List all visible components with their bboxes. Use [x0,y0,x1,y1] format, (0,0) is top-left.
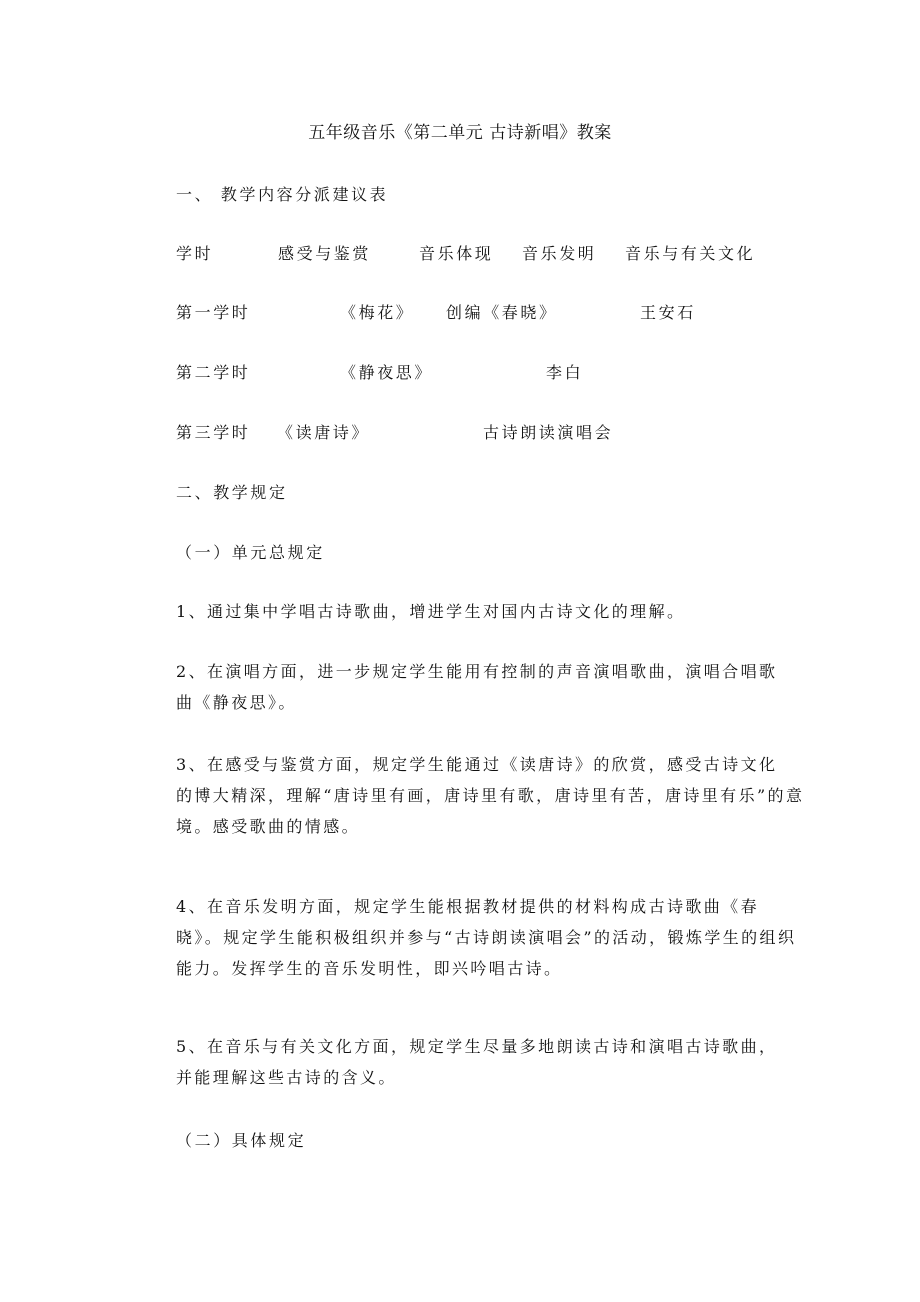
document-title: 五年级音乐《第二单元 古诗新唱》教案 [308,123,612,143]
requirement-item [176,656,781,718]
paragraph-line: 曲《静夜思》。 [176,693,297,712]
paragraph-line: 1、通过集中学唱古诗歌曲，增进学生对国内古诗文化的理解。 [176,602,686,621]
row-period: 第二学时 [176,363,251,382]
header-performance: 音乐体现 [419,244,494,263]
row-culture: 王安石 [640,303,696,322]
row-period: 第一学时 [176,303,251,322]
paragraph-line: 3、在感受与鉴赏方面，规定学生能通过《读唐诗》的欣赏，感受古诗文化 [176,755,778,774]
paragraph-line: 境。感受歌曲的情感。 [176,817,361,836]
row-appreciation: 《梅花》 [340,303,415,322]
paragraph-line: 5、在音乐与有关文化方面，规定学生尽量多地朗读古诗和演唱古诗歌曲， [176,1037,778,1056]
requirement-item [176,596,781,627]
header-appreciation: 感受与鉴赏 [278,244,372,263]
row-appreciation: 《静夜思》 [340,363,434,382]
subheading-unit-requirements: （一）单元总规定 [176,543,325,562]
row-period: 第三学时 [176,423,251,442]
row-creation: 创编《春晓》 [446,303,558,322]
header-creation: 音乐发明 [522,244,597,263]
requirement-item [176,891,797,984]
requirement-item [176,749,805,842]
section-heading-requirements: 二、教学规定 [176,483,288,502]
paragraph-line: 晓》。规定学生能积极组织并参与“古诗朗读演唱会”的活动，锻炼学生的组织 [176,928,797,947]
subheading-specific-requirements: （二）具体规定 [176,1131,307,1150]
section-heading-allocation: 一、 教学内容分派建议表 [176,185,389,204]
header-culture: 音乐与有关文化 [625,244,756,263]
requirement-item [176,1031,781,1093]
paragraph-line: 能力。发挥学生的音乐发明性，即兴吟唱古诗。 [176,959,563,978]
paragraph-line: 4、在音乐发明方面，规定学生能根据教材提供的材料构成古诗歌曲《春 [176,897,759,916]
paragraph-line: 并能理解这些古诗的含义。 [176,1068,397,1087]
row-appreciation: 《读唐诗》 [277,423,371,442]
paragraph-line: 的博大精深，理解“唐诗里有画，唐诗里有歌，唐诗里有苦，唐诗里有乐”的意 [176,786,805,805]
paragraph-line: 2、在演唱方面，进一步规定学生能用有控制的声音演唱歌曲，演唱合唱歌 [176,662,778,681]
row-culture: 李白 [546,363,584,382]
row-creation: 古诗朗读演唱会 [483,423,614,442]
header-period: 学时 [176,244,214,263]
